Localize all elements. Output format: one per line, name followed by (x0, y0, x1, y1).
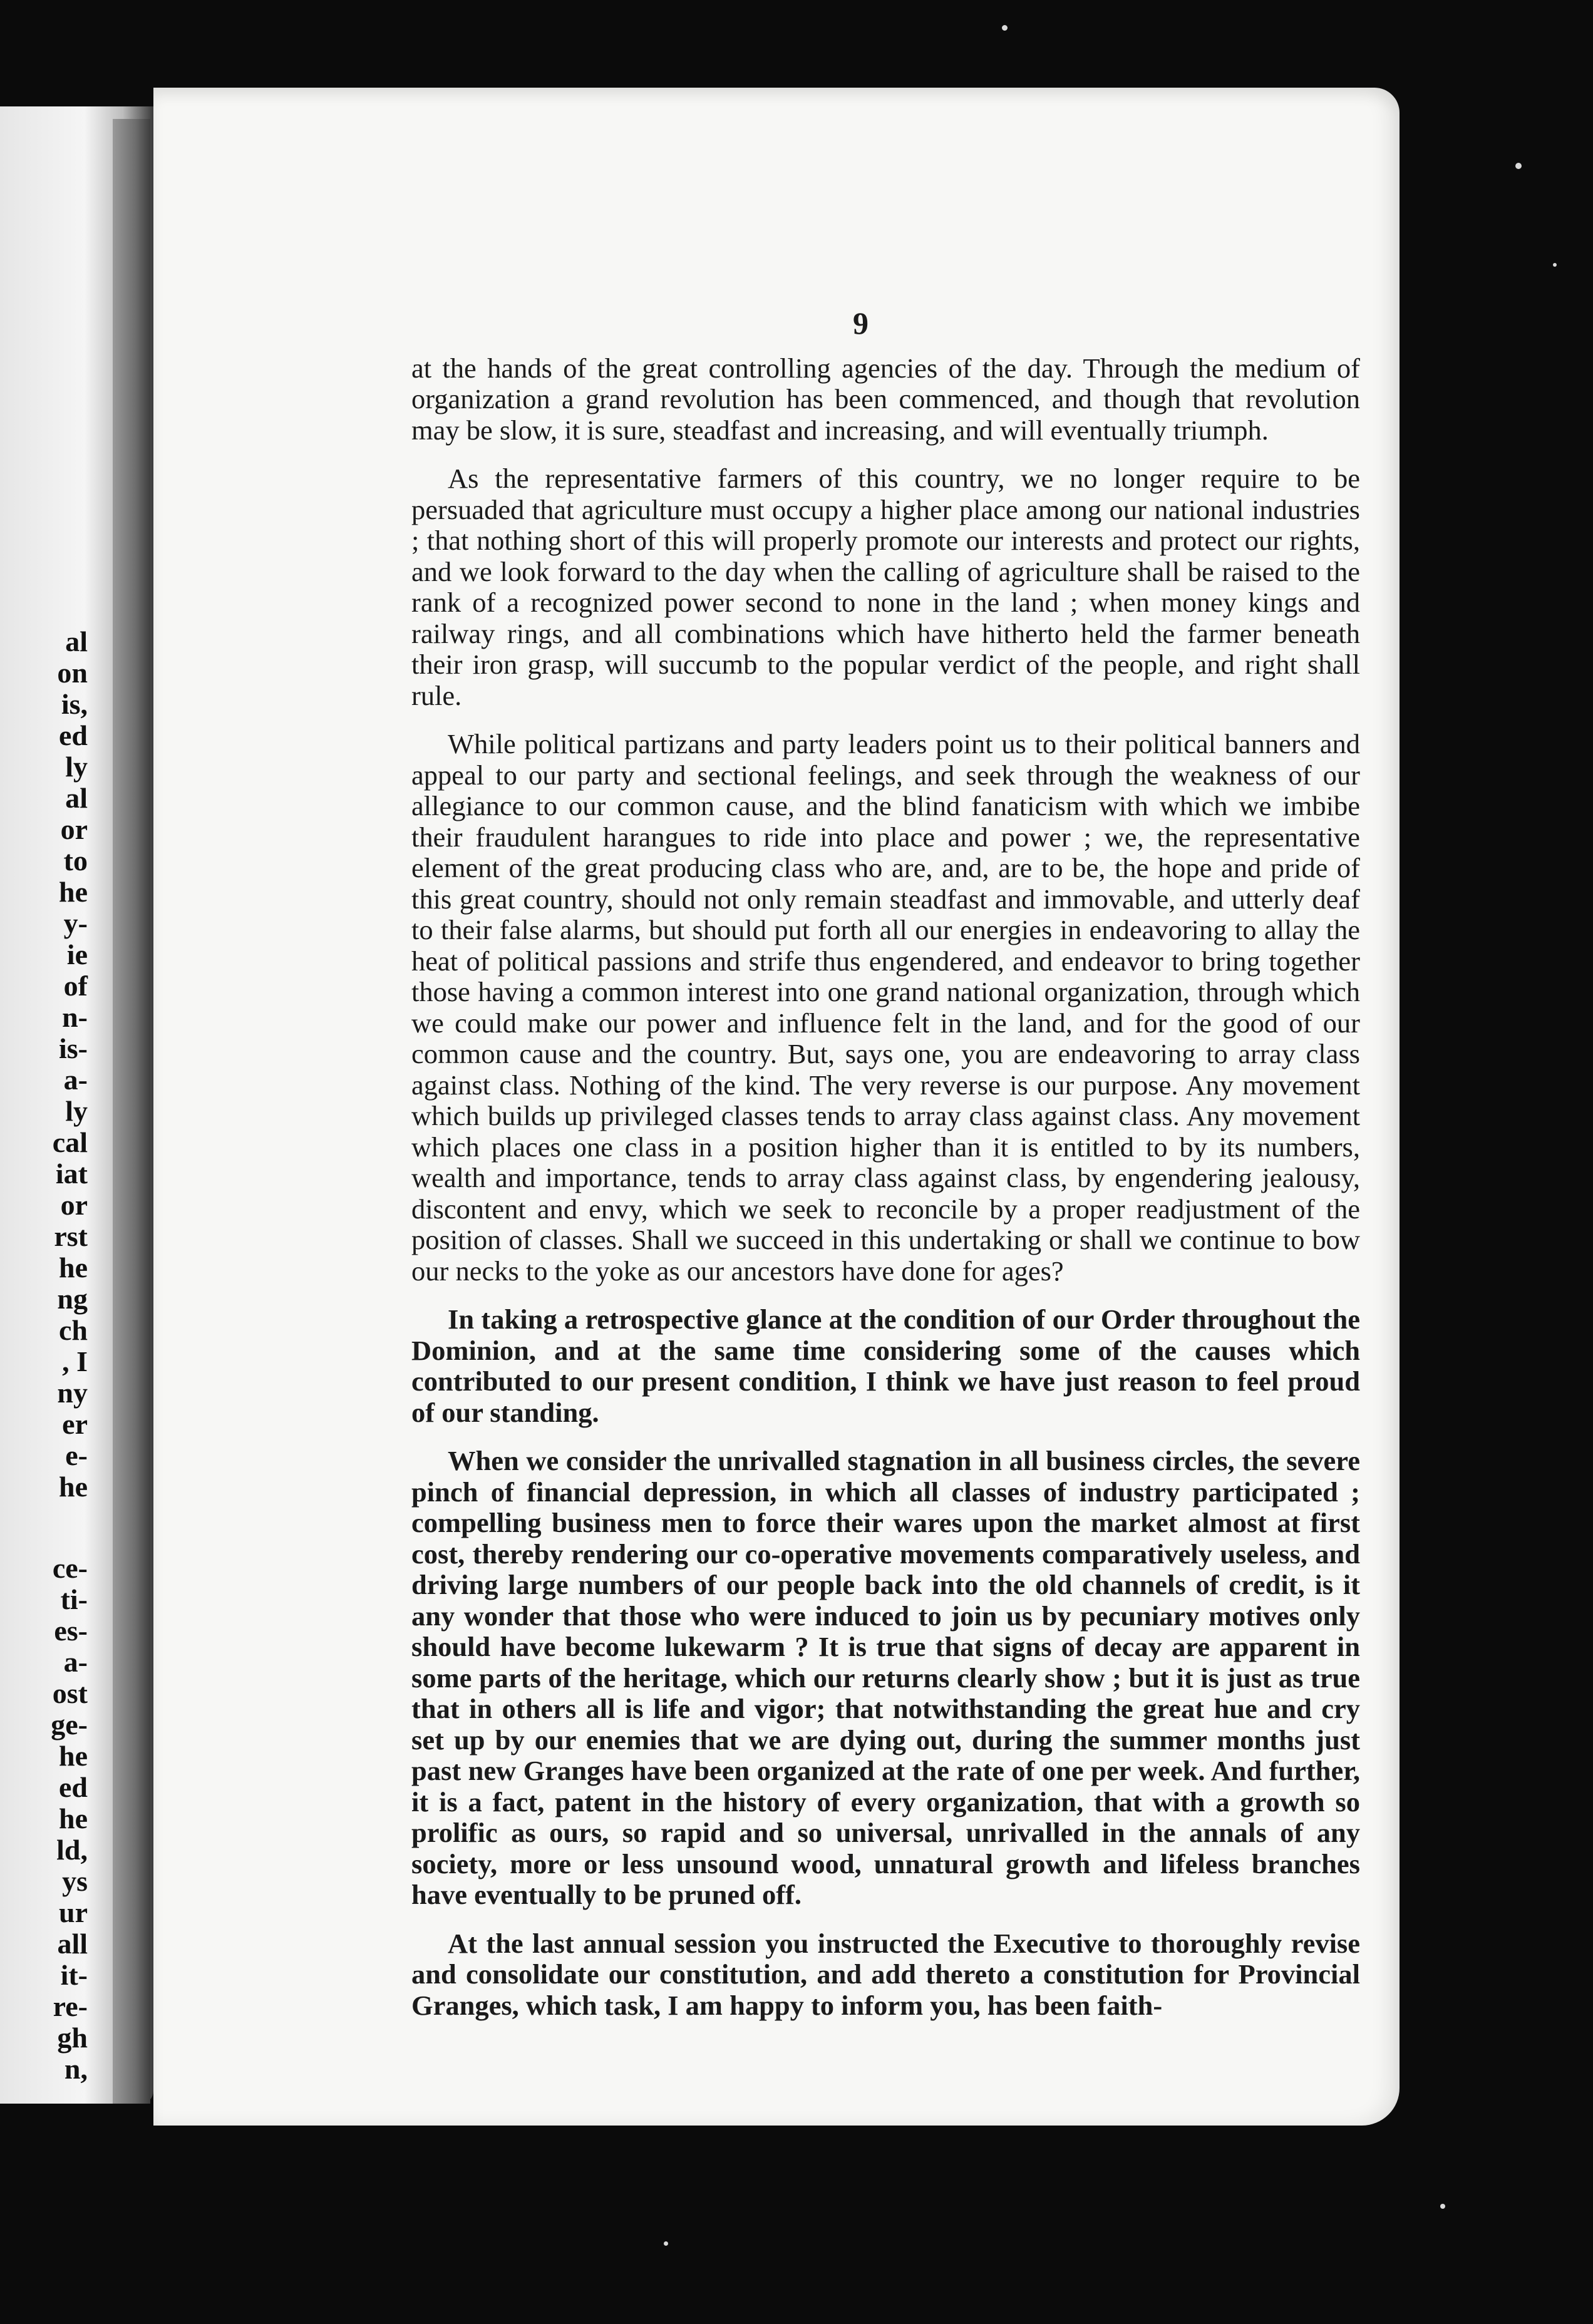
facing-page-fragment: he (59, 1740, 88, 1772)
facing-page-fragment: ld, (56, 1834, 88, 1866)
facing-page-fragment: or (60, 813, 88, 845)
facing-page-fragment: ce- (52, 1552, 88, 1584)
facing-page-fragment: ie (66, 938, 88, 970)
facing-page-fragment: he (59, 876, 88, 908)
facing-page-fragment: ny (57, 1377, 88, 1409)
facing-page-fragment: ed (59, 1771, 88, 1803)
paragraph-1: at the hands of the great controlling agencies of the day. Through the medium of organization a grand revolution has been commenced, and though that revolution may be slow, it is sure, steadfast and increasing, and will eventually triumph. (411, 352, 1360, 446)
facing-page-fragment: it- (60, 1959, 88, 1991)
film-speck (1553, 263, 1557, 267)
facing-page-fragment: to (63, 845, 88, 877)
page-body (411, 308, 1360, 2039)
facing-page-fragment: ch (59, 1314, 88, 1346)
facing-page-fragment: or (60, 1189, 88, 1221)
facing-page-fragment: n, (64, 2053, 88, 2085)
facing-page-fragment: iat (55, 1158, 88, 1190)
film-speck (1515, 163, 1522, 169)
facing-page-fragment: ys (62, 1865, 88, 1897)
facing-page-fragment: cal (52, 1126, 88, 1158)
facing-page-fragment: rst (54, 1220, 88, 1252)
facing-page-fragment: al (65, 782, 88, 814)
facing-page-fragment: ng (57, 1283, 88, 1315)
facing-page-fragment: on (57, 657, 88, 689)
facing-page-fragment: al (65, 625, 88, 657)
paragraph-4: In taking a retrospective glance at the condition of our Order throughout the Dominion, and at the same time considering some of the causes which contributed to our present condition, I think we have just reason to feel proud of our standing. (411, 1303, 1360, 1428)
facing-page-fragment: he (59, 1802, 88, 1834)
paragraph-5: When we consider the unrivalled stagnation in all business circles, the severe pinch of financial depression, in which all classes of industry participated ; compelling business men to force their wares upon the market almost at first cost, thereby rendering our co-operative movements comparatively useless, and driving large numbers of our people back into the old channels of credit, is it any wonder that those who were induced to join us by pecuniary motives only should have become lukewarm ? It is true that signs of decay are apparent in some parts of the heritage, which our returns clearly show ; but it is just as true that in others all is life and vigor; that notwithstanding the great hue and cry set up by our enemies that we are dying out, during the summer months just past new Granges have been organized at the rate of one per week. And further, it is a fact, patent in the history of every organization, that with a growth so prolific as ours, so rapid and so universal, unrivalled in the annals of any society, more or less unsound wood, unnatural growth and lifeless branches have eventually to be pruned off. (411, 1445, 1360, 1910)
facing-page-fragment: e- (65, 1439, 88, 1471)
paragraph-6: At the last annual session you instructed the Executive to thoroughly revise and consolidate our constitution, and add thereto a constitution for Provincial Granges, which task, I am happy to inform you, has been faith- (411, 1927, 1360, 2021)
facing-page-fragment: ed (59, 719, 88, 751)
facing-page-fragment: ti- (60, 1583, 88, 1615)
facing-page-fragment: es- (54, 1615, 88, 1647)
facing-page-fragment: ge- (51, 1709, 88, 1740)
facing-page-fragment: ur (59, 1896, 88, 1928)
film-speck (664, 2241, 668, 2246)
page-number: 9 (853, 306, 869, 341)
film-speck (1440, 2204, 1445, 2209)
facing-page-fragment: of (63, 970, 88, 1002)
facing-page-fragment: gh (57, 2022, 88, 2054)
facing-page-fragment: a- (63, 1646, 88, 1678)
facing-page-fragment: is- (59, 1032, 88, 1064)
facing-page-fragment: he (59, 1252, 88, 1283)
facing-page-fragment: is, (61, 688, 88, 720)
facing-page-fragment: a- (63, 1064, 88, 1096)
facing-page-fragment: he (59, 1471, 88, 1503)
document-page (153, 88, 1400, 2126)
facing-page-fragment: ly (65, 1095, 88, 1127)
facing-page-fragment: n- (62, 1001, 88, 1033)
facing-page-fragment: ly (65, 751, 88, 783)
book-gutter (113, 119, 150, 2104)
paragraph-2: As the representative farmers of this country, we no longer require to be persuaded that agriculture must occupy a higher place among our national industries ; that nothing short of this will properly promote our interests and protect our rights, and we look forward to the day when the calling of agriculture shall be raised to the rank of a recognized power second to none in the land ; when money kings and railway rings, and all combinations which have hitherto held the farmer beneath their iron grasp, will succumb to the popular verdict of the people, and right shall rule. (411, 463, 1360, 711)
facing-page-fragment: all (57, 1928, 88, 1960)
facing-page-fragment: er (62, 1408, 88, 1440)
facing-page-fragment: ost (52, 1677, 88, 1709)
fragment-gap (0, 1503, 88, 1553)
facing-page-fragment: y- (63, 907, 88, 939)
facing-page-text-fragments (0, 626, 88, 2085)
facing-page-fragment: , I (62, 1345, 88, 1377)
facing-page-fragment: re- (53, 1990, 88, 2022)
paragraph-3: While political partizans and party leaders point us to their political banners and appeal to our party and sectional feelings, and seek through the weakness of our allegiance to our common cause, and the blind fanaticism with which we imbibe their fraudulent harangues to ride into place and power ; we, the representative element of the great producing class who are, and, are to be, the hope and pride of this great country, should not only remain steadfast and immovable, and utterly deaf to their false alarms, but should put forth all our energies in endeavoring to allay the heat of political passions and strife thus engendered, and endeavor to bring together those having a common interest into one grand national organization, through which we could make our power and influence felt in the land, and for the good of our common cause and the country. But, says one, you are endeavoring to array class against class. Nothing of the kind. The very reverse is our purpose. Any movement which builds up privileged classes tends to array class against class. Any movement which places one class in a position higher than it is entitled to by its numbers, wealth and importance, tends to array class against class, by engendering jealousy, discontent and envy, which we seek to reconcile by a proper readjustment of the position of classes. Shall we succeed in this undertaking or shall we continue to bow our necks to the yoke as our ancestors have done for ages? (411, 728, 1360, 1287)
film-speck (1002, 25, 1008, 31)
